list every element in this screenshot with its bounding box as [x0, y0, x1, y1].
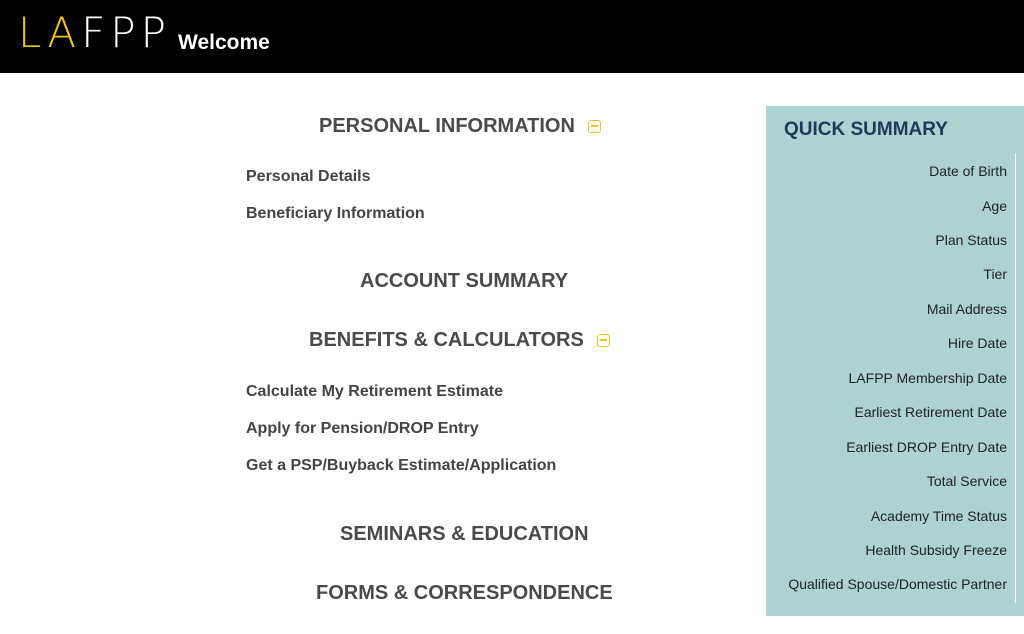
- top-header: [0, 0, 1024, 73]
- summary-academy-time-status: Academy Time Status: [870, 508, 1007, 524]
- logo-la-text: LA: [18, 8, 82, 57]
- section-personal-information[interactable]: [319, 112, 601, 140]
- section-title: SEMINARS & EDUCATION: [340, 523, 589, 545]
- summary-tier: Tier: [983, 266, 1007, 282]
- summary-total-service: Total Service: [926, 473, 1007, 489]
- quick-summary-panel: [766, 106, 1024, 616]
- summary-date-of-birth: Date of Birth: [929, 163, 1007, 179]
- summary-earliest-drop-entry-date: Earliest DROP Entry Date: [846, 439, 1007, 455]
- section-seminars-education[interactable]: [340, 520, 589, 548]
- beneficiary-information-link[interactable]: Beneficiary Information: [246, 205, 425, 222]
- summary-mail-address: Mail Address: [926, 301, 1007, 317]
- section-benefits-calculators[interactable]: [309, 326, 610, 354]
- logo-fpp-text: FPP: [81, 8, 171, 57]
- summary-plan-status: Plan Status: [935, 232, 1007, 248]
- calculate-retirement-estimate-link[interactable]: Calculate My Retirement Estimate: [246, 383, 503, 400]
- summary-age: Age: [982, 198, 1007, 214]
- section-title: BENEFITS & CALCULATORS: [309, 329, 584, 351]
- panel-divider: [1015, 153, 1016, 603]
- summary-earliest-retirement-date: Earliest Retirement Date: [854, 404, 1007, 420]
- section-title: ACCOUNT SUMMARY: [360, 270, 569, 292]
- summary-membership-date: LAFPP Membership Date: [848, 370, 1007, 386]
- psp-buyback-estimate-link[interactable]: Get a PSP/Buyback Estimate/Application: [246, 457, 557, 474]
- welcome-text: Welcome: [178, 31, 270, 54]
- summary-qualified-spouse: Qualified Spouse/Domestic Partner: [788, 576, 1007, 592]
- section-title: FORMS & CORRESPONDENCE: [316, 582, 613, 604]
- minus-square-icon[interactable]: [597, 334, 610, 347]
- summary-hire-date: Hire Date: [947, 335, 1007, 351]
- section-title: PERSONAL INFORMATION: [319, 115, 575, 137]
- quick-summary-title: QUICK SUMMARY: [784, 119, 948, 140]
- lafpp-logo[interactable]: [18, 10, 171, 56]
- section-forms-correspondence[interactable]: [316, 579, 613, 607]
- apply-pension-drop-link[interactable]: Apply for Pension/DROP Entry: [246, 420, 479, 437]
- summary-health-subsidy-freeze: Health Subsidy Freeze: [865, 542, 1007, 558]
- minus-square-icon[interactable]: [588, 120, 601, 133]
- personal-details-link[interactable]: Personal Details: [246, 168, 371, 185]
- section-account-summary[interactable]: [360, 267, 568, 295]
